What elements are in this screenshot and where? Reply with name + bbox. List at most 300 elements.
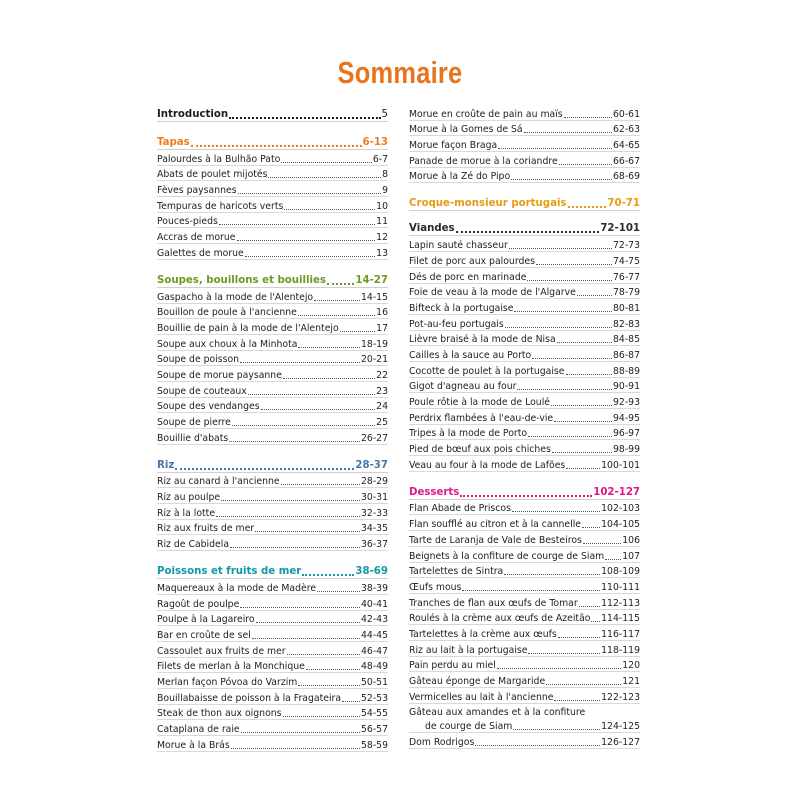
toc-entry[interactable] [409, 362, 640, 378]
toc-entry-page: 34-35 [360, 523, 388, 535]
section-heading-pages: 38-69 [355, 566, 388, 578]
section-heading-pages: 72-101 [600, 223, 640, 235]
section-heading-label: Riz [157, 459, 175, 471]
toc-entry-label: Roulés à la crème aux œufs de Azeitão [409, 613, 591, 625]
toc-entry-label: Cocotte de poulet à la portugaise [409, 365, 565, 377]
toc-entry[interactable] [157, 398, 388, 414]
toc-entry-label: Tartelettes à la crème aux œufs [409, 628, 557, 640]
leader-dots [513, 728, 600, 730]
leader-dots [298, 346, 360, 348]
leader-dots [566, 467, 600, 469]
toc-entry[interactable] [409, 672, 640, 688]
toc-entry[interactable] [409, 378, 640, 394]
toc-entry-page: 120 [622, 660, 640, 672]
toc-entry-page: 118-119 [601, 644, 640, 656]
toc-entry-page: 110-111 [601, 581, 640, 593]
toc-entry-label: Merlan façon Póvoa do Varzim [157, 676, 298, 688]
section-heading-label: Introduction [157, 109, 229, 120]
toc-entry-page: 96-97 [612, 428, 640, 440]
leader-dots [546, 683, 621, 685]
section-heading-label: Viandes [409, 223, 455, 235]
section-heading-pages: 5 [381, 109, 388, 120]
leader-dots [559, 163, 612, 165]
leader-dots [497, 667, 621, 669]
toc-entry-label: Gâteau éponge de Margaride [409, 676, 546, 687]
section-heading-label: Croque-monsieur portugais [409, 198, 567, 210]
toc-entry[interactable] [157, 535, 388, 551]
section-heading-pages: 102-127 [593, 486, 640, 498]
toc-entry-label: Soupe de pierre [157, 417, 231, 428]
section-heading-pages: 6-13 [362, 137, 388, 148]
toc-entry-page: 46-47 [360, 645, 388, 657]
toc-entry-label: Soupe des vendanges [157, 401, 260, 413]
toc-entry-label: Pot-au-feu portugais [409, 318, 504, 330]
section-list-poissons-part2 [409, 105, 640, 183]
toc-entry-wrapped-continued[interactable] [409, 718, 640, 734]
toc-entry[interactable] [157, 579, 388, 595]
toc-entry[interactable] [409, 121, 640, 137]
toc-entry[interactable] [409, 284, 640, 300]
toc-entry-label: Soupe de couteaux [157, 385, 247, 397]
toc-entry-page: 106 [622, 534, 640, 546]
toc-entry-label: Perdrix flambées à l'eau-de-vie [409, 412, 554, 424]
toc-entry[interactable] [409, 152, 640, 168]
toc-entry-page: 13 [376, 247, 388, 259]
leader-dots [532, 357, 612, 359]
toc-entry-page: 104-105 [601, 519, 640, 531]
toc-entry-label: Bouillie de pain à la mode de l'Alentejo [157, 322, 339, 334]
toc-entry-label: Bar en croûte de sel [157, 629, 251, 641]
toc-entry-label: Pied de bœuf aux pois chiches [409, 444, 551, 456]
toc-entry-label: Foie de veau à la mode de l'Algarve [409, 287, 576, 299]
toc-entry-label: Morue en croûte de pain au maïs [409, 108, 563, 120]
leader-dots [342, 700, 360, 702]
toc-entry-page: 52-53 [360, 692, 388, 704]
section-list-desserts [409, 500, 640, 704]
toc-entry-label: Filets de merlan à la Monchique [157, 661, 305, 673]
toc-entry-page: 26-27 [360, 432, 388, 444]
toc-entry[interactable] [409, 657, 640, 673]
leader-dots [283, 377, 375, 379]
toc-entry-page: 74-75 [612, 255, 640, 267]
toc-entry-label: Riz à la lotte [157, 507, 216, 519]
toc-entry[interactable] [157, 673, 388, 689]
leader-dots [252, 637, 360, 639]
toc-entry[interactable] [157, 197, 388, 213]
toc-entry-page: 108-109 [601, 566, 640, 578]
toc-entry[interactable] [409, 547, 640, 563]
toc-entry[interactable] [409, 594, 640, 610]
toc-entry[interactable] [409, 456, 640, 472]
leader-dots [216, 515, 360, 517]
toc-entry-label: Morue à la Gomes de Sá [409, 124, 523, 136]
leader-dots [248, 393, 375, 395]
toc-entry[interactable] [157, 335, 388, 351]
toc-entry[interactable] [409, 641, 640, 657]
toc-entry-page: 114-115 [601, 613, 640, 625]
toc-entry[interactable] [157, 520, 388, 536]
toc-entry-page: 90-91 [612, 381, 640, 393]
toc-entry-page: 24 [376, 401, 388, 413]
toc-entry-label: Abats de poulet mijotés [157, 169, 268, 181]
toc-entry[interactable] [157, 213, 388, 229]
toc-entry-page: 44-45 [360, 629, 388, 641]
toc-entry-page: 62-63 [612, 124, 640, 136]
leader-dots [462, 589, 600, 591]
toc-entry-label: Bouillabaisse de poisson à la Fragateira [157, 692, 342, 704]
leader-dots [261, 408, 376, 410]
toc-entry-label: Riz au lait à la portugaise [409, 644, 528, 656]
toc-entry-page: 16 [376, 307, 388, 319]
toc-entry[interactable] [409, 331, 640, 347]
toc-entry-page: 112-113 [601, 597, 640, 609]
leader-dots [554, 420, 612, 422]
toc-entry-page: 78-79 [612, 287, 640, 299]
toc-entry-label: Panade de morue à la coriandre [409, 155, 558, 167]
leader-dots [511, 178, 612, 180]
toc-entry[interactable] [157, 319, 388, 335]
toc-entry-page: 66-67 [612, 155, 640, 167]
toc-entry-page: 121 [622, 676, 640, 687]
section-heading-soupes[interactable] [157, 271, 388, 288]
toc-entry[interactable] [409, 425, 640, 441]
toc-entry-label: Veau au four à la mode de Lafões [409, 459, 566, 471]
toc-entry-page: 126-127 [601, 737, 640, 749]
leader-dots [579, 605, 600, 607]
leader-dots [317, 590, 360, 592]
toc-entry-page: 88-89 [612, 365, 640, 377]
toc-entry[interactable] [409, 610, 640, 626]
leader-dots [577, 294, 612, 296]
toc-entry[interactable] [409, 136, 640, 152]
toc-entry[interactable] [157, 304, 388, 320]
toc-entry-page: 9 [382, 185, 388, 197]
leader-dots [527, 279, 612, 281]
toc-entry[interactable] [409, 409, 640, 425]
toc-entry-label: Bifteck à la portugaise [409, 302, 514, 314]
toc-entry[interactable] [409, 236, 640, 252]
toc-entry-label: Flan soufflé au citron et à la cannelle [409, 519, 582, 531]
toc-entry-page: 94-95 [612, 412, 640, 424]
section-heading-label: Tapas [157, 137, 190, 148]
toc-entry[interactable] [157, 244, 388, 260]
toc-entry-label: Tranches de flan aux œufs de Tomar [409, 597, 578, 609]
toc-entry-label: Tarte de Laranja de Vale de Besteiros [409, 534, 582, 546]
toc-entry-label: Dom Rodrigos [409, 737, 475, 749]
toc-entry[interactable] [409, 733, 640, 749]
section-list-viandes [409, 236, 640, 471]
toc-entry[interactable] [157, 473, 388, 489]
toc-entry-page: 124-125 [601, 721, 640, 733]
toc-entry-page: 84-85 [612, 334, 640, 346]
toc-entry-label: Cailles à la sauce au Porto [409, 349, 532, 361]
toc-entry[interactable] [157, 288, 388, 304]
toc-entry[interactable] [157, 595, 388, 611]
toc-entry[interactable] [409, 168, 640, 184]
toc-entry-label: Poule rôtie à la mode de Loulé [409, 397, 551, 408]
toc-entry[interactable] [409, 440, 640, 456]
toc-entry-page: 18-19 [360, 338, 388, 350]
toc-entry[interactable] [157, 642, 388, 658]
toc-entry-label: Beignets à la confiture de courge de Siam [409, 550, 605, 562]
section-heading-viandes[interactable] [409, 219, 640, 236]
section-heading-pages: 70-71 [607, 198, 640, 210]
toc-entry-label: Riz aux fruits de mer [157, 523, 255, 535]
toc-entry-label: Pouces-pieds [157, 216, 218, 228]
leader-dots [240, 606, 360, 608]
toc-entry[interactable] [157, 228, 388, 244]
toc-entry-label: Palourdes à la Bulhão Pato [157, 153, 281, 165]
section-heading-label: Poissons et fruits de mer [157, 566, 302, 578]
section-heading-desserts[interactable] [409, 483, 640, 500]
leader-dots [245, 255, 375, 257]
toc-entry[interactable] [409, 578, 640, 594]
toc-entry-page: 102-103 [601, 503, 640, 515]
leader-dots [255, 530, 360, 532]
toc-entry-page: 23 [376, 385, 388, 397]
toc-entry-page: 38-39 [360, 582, 388, 594]
leader-dots [340, 330, 375, 332]
toc-entry-page: 40-41 [360, 598, 388, 610]
toc-entry[interactable] [157, 626, 388, 642]
leader-dots [583, 542, 621, 544]
toc-entry-page: 10 [376, 200, 388, 212]
toc-entry[interactable] [157, 181, 388, 197]
leader-dots [219, 223, 375, 225]
leader-dots [298, 314, 375, 316]
toc-entry-page: 42-43 [360, 614, 388, 626]
toc-entry[interactable] [157, 720, 388, 736]
toc-entry-label: Fèves paysannes [157, 185, 237, 197]
leader-dots [512, 510, 600, 512]
toc-entry-page: 36-37 [360, 539, 388, 551]
toc-entry-page: 56-57 [360, 724, 388, 735]
toc-entry-label: Accras de morue [157, 232, 236, 244]
section-heading-poissons[interactable] [157, 562, 388, 579]
leader-dots [281, 161, 371, 163]
toc-entry-label: Tripes à la mode de Porto [409, 428, 528, 440]
toc-entry[interactable] [409, 531, 640, 547]
toc-entry[interactable] [409, 688, 640, 704]
toc-entry-page: 28-29 [360, 476, 388, 488]
toc-entry[interactable] [157, 166, 388, 182]
section-list-soupes [157, 288, 388, 445]
toc-entry[interactable] [157, 611, 388, 627]
toc-entry-label: Tempuras de haricots verts [157, 200, 284, 212]
section-heading-tapas[interactable] [157, 133, 388, 150]
toc-entry[interactable] [409, 252, 640, 268]
toc-entry-page: 48-49 [360, 661, 388, 673]
toc-entry[interactable] [157, 736, 388, 752]
toc-entry-label: Morue à la Brás [157, 739, 230, 751]
toc-entry[interactable] [157, 705, 388, 721]
leader-dots [237, 239, 376, 241]
leader-dots [475, 744, 600, 746]
section-list-poissons-part1 [157, 579, 388, 752]
leader-dots [229, 440, 360, 442]
toc-entry[interactable] [157, 488, 388, 504]
toc-entry-label: Soupe de morue paysanne [157, 369, 282, 381]
toc-entry-label: de courge de Siam [425, 721, 513, 733]
toc-entry-label: Soupe de poisson [157, 354, 240, 366]
leader-dots [566, 373, 612, 375]
toc-entry-page: 98-99 [612, 444, 640, 456]
toc-entry-label: Œufs mous [409, 581, 462, 593]
toc-entry[interactable] [157, 382, 388, 398]
leader-dots [564, 116, 612, 118]
leader-dots [528, 435, 612, 437]
toc-entry-label: Gigot d'agneau au four [409, 381, 517, 393]
leader-dots [536, 263, 612, 265]
leader-dots [306, 668, 360, 670]
toc-entry[interactable] [157, 658, 388, 674]
leader-dots [605, 558, 621, 560]
toc-entry-label: Morue façon Braga [409, 140, 498, 152]
toc-entry-label: Pain perdu au miel [409, 660, 496, 672]
section-list-riz [157, 473, 388, 551]
leader-dots [509, 247, 612, 249]
toc-column-right [409, 105, 640, 749]
section-heading-croque[interactable] [409, 194, 640, 211]
toc-entry-page: 22 [376, 369, 388, 381]
toc-entry-page: 54-55 [360, 708, 388, 720]
leader-dots [256, 621, 360, 623]
toc-entry-label: Flan Abade de Priscos [409, 503, 511, 515]
toc-entry-label: Ragoût de poulpe [157, 598, 240, 610]
toc-entry-label: Dés de porc en marinade [409, 271, 527, 283]
leader-dots [591, 620, 600, 622]
toc-entry-page: 116-117 [601, 628, 640, 640]
toc-entry-page: 68-69 [612, 171, 640, 183]
toc-entry-label: Cataplana de raie [157, 724, 240, 735]
leader-dots [514, 310, 612, 312]
leader-dots [517, 388, 612, 390]
section-heading-label: Soupes, bouillons et bouillies [157, 274, 326, 286]
toc-entry-page: 25 [376, 417, 388, 428]
leader-dots [552, 451, 612, 453]
toc-entry-label: Gaspacho à la mode de l'Alentejo [157, 291, 314, 303]
toc-entry-label: Riz au canard à l'ancienne [157, 476, 280, 488]
toc-entry-label: Bouillie d'abats [157, 432, 229, 444]
toc-entry-label: Galettes de morue [157, 247, 244, 259]
toc-entry-page: 92-93 [612, 397, 640, 408]
leader-dots [283, 715, 360, 717]
section-list-tapas [157, 150, 388, 260]
leader-dots [230, 546, 360, 548]
section-heading-pages: 28-37 [355, 459, 388, 471]
toc-entry-page: 50-51 [360, 676, 388, 688]
page-title: Sommaire [337, 55, 463, 90]
toc-entry-page: 58-59 [360, 739, 388, 751]
toc-entry[interactable] [409, 563, 640, 579]
toc-entry[interactable] [409, 393, 640, 409]
leader-dots [298, 684, 360, 686]
leader-dots [524, 131, 612, 133]
toc-entry-label: Lapin sauté chasseur [409, 240, 508, 252]
leader-dots [498, 147, 612, 149]
leader-dots [505, 326, 612, 328]
leader-dots [281, 483, 360, 485]
toc-entry-page: 60-61 [612, 108, 640, 120]
toc-entry[interactable] [409, 346, 640, 362]
toc-entry[interactable] [409, 268, 640, 284]
toc-entry-introduction[interactable] [157, 105, 388, 122]
toc-entry-label: Riz au poulpe [157, 492, 221, 504]
toc-entry-page: 32-33 [360, 507, 388, 519]
toc-entry-page: 72-73 [612, 240, 640, 252]
toc-entry-page: 6-7 [372, 153, 388, 165]
toc-entry-wrapped[interactable] [409, 704, 640, 718]
toc-entry-label: Riz de Cabidela [157, 539, 230, 551]
leader-dots [284, 208, 375, 210]
toc-entry-page: 12 [376, 232, 388, 244]
toc-entry-label: Steak de thon aux oignons [157, 708, 282, 720]
leader-dots [231, 747, 360, 749]
toc-entry-page: 122-123 [601, 691, 640, 703]
toc-entry[interactable] [409, 500, 640, 516]
toc-entry-page: 86-87 [612, 349, 640, 361]
toc-entry-page: 107 [622, 550, 640, 562]
toc-entry-label: Morue à la Zé do Pipo [409, 171, 511, 183]
toc-entry-page: 76-77 [612, 271, 640, 283]
toc-entry-label: Bouillon de poule à l'ancienne [157, 307, 297, 319]
toc-entry[interactable] [157, 366, 388, 382]
toc-entry[interactable] [409, 625, 640, 641]
leader-dots [554, 699, 600, 701]
toc-entry[interactable] [157, 429, 388, 445]
toc-entry-label: Soupe aux choux à la Minhota [157, 338, 298, 350]
toc-entry-label: Vermicelles au lait à l'ancienne [409, 691, 554, 703]
toc-entry-label: Poulpe à la Lagareiro [157, 614, 255, 626]
toc-entry[interactable] [157, 413, 388, 429]
leader-dots [221, 499, 360, 501]
toc-entry[interactable] [157, 504, 388, 520]
leader-dots [268, 176, 381, 178]
toc-entry-page: 11 [376, 216, 388, 228]
leader-dots [232, 424, 375, 426]
toc-entry[interactable] [409, 515, 640, 531]
toc-entry[interactable] [157, 351, 388, 367]
toc-entry-page: 30-31 [360, 492, 388, 504]
leader-dots [240, 361, 360, 363]
leader-dots [557, 341, 612, 343]
toc-entry-page: 8 [382, 169, 388, 181]
toc-entry-page: 14-15 [360, 291, 388, 303]
toc-entry-page: 17 [376, 322, 388, 334]
toc-entry[interactable] [409, 299, 640, 315]
toc-entry-label: Lièvre braisé à la mode de Nisa [409, 334, 556, 346]
leader-dots [551, 404, 612, 406]
toc-entry[interactable] [409, 105, 640, 121]
toc-entry-page: 20-21 [360, 354, 388, 366]
toc-entry[interactable] [157, 689, 388, 705]
toc-entry-label: Tartelettes de Sintra [409, 566, 504, 578]
leader-dots [287, 653, 360, 655]
toc-entry-page: 82-83 [612, 318, 640, 330]
leader-dots [528, 652, 600, 654]
toc-entry-page: 80-81 [612, 302, 640, 314]
leader-dots [314, 299, 360, 301]
toc-entry[interactable] [157, 150, 388, 166]
section-heading-riz[interactable] [157, 456, 388, 473]
leader-dots [241, 731, 360, 733]
toc-entry-label: Gâteau aux amandes et à la confiture [409, 706, 586, 718]
toc-column-left [157, 105, 388, 752]
section-heading-pages: 14-27 [355, 274, 388, 286]
toc-entry[interactable] [409, 315, 640, 331]
toc-entry-label: Filet de porc aux palourdes [409, 255, 535, 267]
leader-dots [582, 526, 600, 528]
